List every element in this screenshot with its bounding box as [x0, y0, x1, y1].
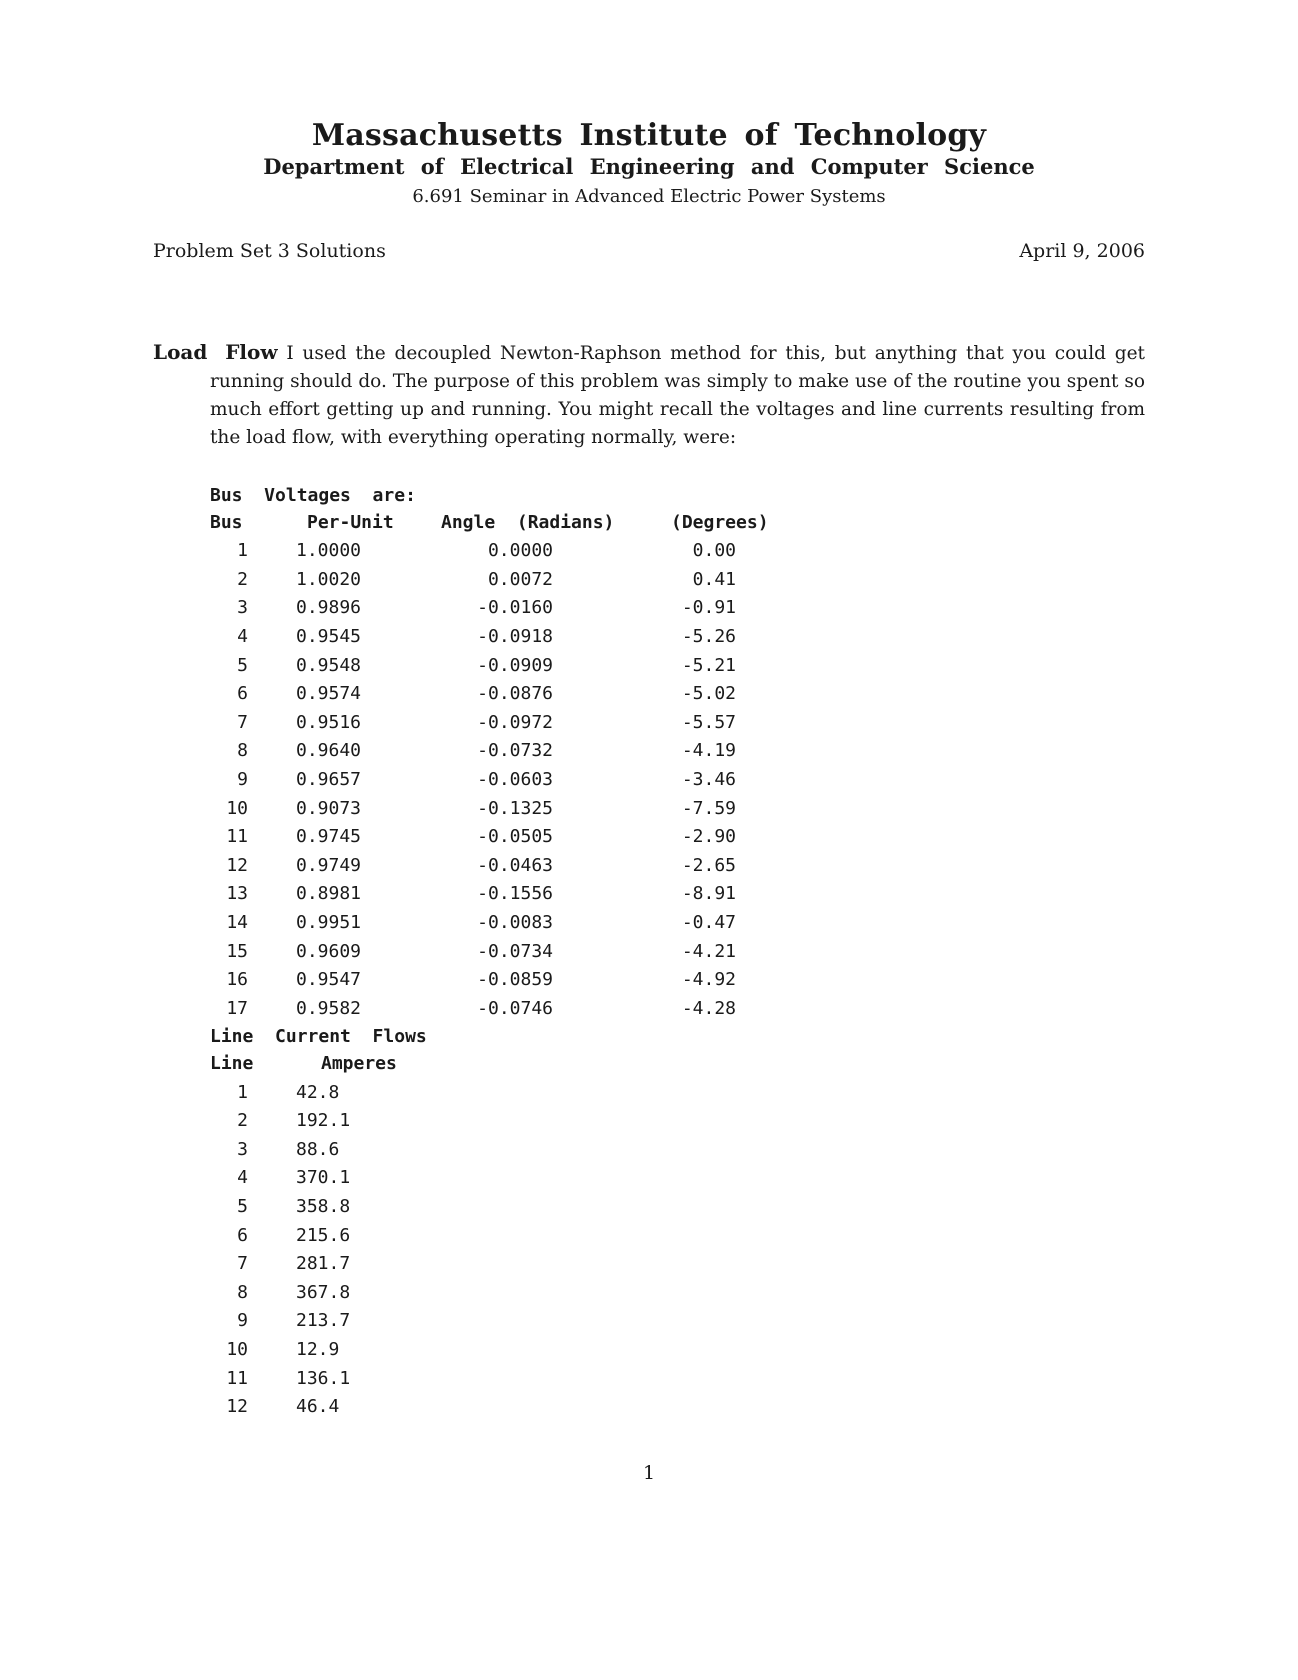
bus-number: 7: [237, 711, 248, 733]
table-row: [0, 852, 1298, 880]
bus-angle-radians: -0.0909: [477, 654, 553, 676]
bus-per-unit: 0.9745: [296, 826, 362, 848]
bus-per-unit: 1.0000: [296, 540, 362, 562]
line-number: 4: [237, 1167, 248, 1189]
table-row: [0, 1164, 1298, 1192]
bus-angle-degrees: -5.57: [681, 711, 736, 733]
table-row: [0, 537, 1298, 565]
load-flow-paragraph: [153, 338, 1145, 452]
bus-angle-radians: -0.0859: [477, 969, 553, 991]
line-number: 3: [237, 1138, 248, 1160]
table-row: [0, 880, 1298, 908]
bus-angle-radians: -0.0083: [477, 912, 553, 933]
line-number: 11: [226, 1367, 248, 1389]
bus-angle-radians: -0.0463: [477, 854, 553, 876]
bus-angle-radians: -0.0603: [477, 769, 553, 790]
bus-number: 5: [237, 654, 248, 676]
bus-angle-degrees: -4.21: [681, 940, 736, 962]
bus-per-unit: 0.9548: [296, 654, 362, 676]
table-row: [0, 995, 1298, 1023]
table-row: [0, 795, 1298, 823]
bus-per-unit: 0.9951: [296, 912, 362, 933]
bus-per-unit: 0.9545: [296, 626, 362, 647]
page-number: 1: [642, 1462, 656, 1484]
line-amperes: 370.1: [296, 1167, 351, 1189]
line-number: 5: [237, 1196, 248, 1217]
line-amperes: 136.1: [296, 1367, 351, 1389]
bus-table-title-row: [0, 482, 1298, 510]
bus-angle-radians: -0.1325: [477, 797, 553, 819]
bus-per-unit: 0.9749: [296, 854, 362, 876]
table-row: [0, 623, 1298, 651]
table-row: [0, 766, 1298, 794]
line-header-amperes: Amperes: [321, 1053, 397, 1074]
line-amperes: 42.8: [296, 1081, 340, 1103]
bus-header-per-unit: Per-Unit: [307, 511, 394, 533]
bus-per-unit: 1.0020: [296, 568, 362, 590]
table-row: [0, 1136, 1298, 1164]
line-amperes: 213.7: [296, 1310, 351, 1332]
table-row: [0, 737, 1298, 765]
bus-per-unit: 0.9574: [296, 683, 362, 705]
bus-angle-radians: -0.1556: [477, 883, 553, 905]
line-amperes: 88.6: [296, 1138, 340, 1160]
bus-header-angle: Angle (Radians): [441, 511, 615, 533]
bus-angle-radians: -0.0732: [477, 740, 553, 762]
bus-number: 1: [237, 540, 248, 562]
table-row: [0, 1107, 1298, 1135]
bus-number: 11: [226, 826, 248, 848]
bus-angle-radians: -0.0972: [477, 711, 553, 733]
table-row: [0, 1222, 1298, 1250]
bus-angle-radians: 0.0072: [487, 568, 553, 590]
bus-number: 14: [226, 912, 248, 933]
bus-number: 16: [226, 969, 248, 991]
bus-header-bus: Bus: [210, 511, 243, 533]
line-amperes: 46.4: [296, 1396, 340, 1418]
bus-number: 15: [226, 940, 248, 962]
table-row: [0, 966, 1298, 994]
line-number: 1: [237, 1081, 248, 1103]
table-row: [0, 594, 1298, 622]
table-row: [0, 680, 1298, 708]
bus-number: 4: [237, 626, 248, 647]
bus-per-unit: 0.9896: [296, 597, 362, 619]
line-number: 10: [226, 1339, 248, 1360]
bus-per-unit: 0.9073: [296, 797, 362, 819]
bus-table-title: Bus Voltages are:: [210, 485, 416, 506]
line-amperes: 192.1: [296, 1110, 351, 1132]
table-row: [0, 938, 1298, 966]
bus-angle-degrees: -7.59: [681, 797, 736, 819]
line-number: 2: [237, 1110, 248, 1132]
line-amperes: 358.8: [296, 1196, 351, 1217]
line-number: 8: [237, 1281, 248, 1303]
bus-angle-degrees: -5.02: [681, 683, 736, 705]
bus-angle-degrees: -4.92: [681, 969, 736, 991]
bus-number: 3: [237, 597, 248, 619]
line-amperes: 281.7: [296, 1253, 351, 1275]
table-row: [0, 1079, 1298, 1107]
table-row: [0, 1250, 1298, 1278]
bus-number: 6: [237, 683, 248, 705]
bus-angle-degrees: -4.19: [681, 740, 736, 762]
bus-angle-radians: -0.0876: [477, 683, 553, 705]
line-amperes: 367.8: [296, 1281, 351, 1303]
bus-angle-degrees: -4.28: [681, 997, 736, 1019]
table-row: [0, 1279, 1298, 1307]
bus-angle-degrees: -8.91: [681, 883, 736, 905]
table-row: [0, 709, 1298, 737]
section-text: I used the decoupled Newton-Raphson method for this, but anything that you could get running should do. The purpose of this problem was simply to make use of the routine you spent so much effort getting up and running. You might recall the voltages and line currents resulting from the load flow, with everything operating normally, were:: [210, 343, 1145, 448]
section-lead: Load Flow: [153, 340, 278, 364]
line-header-line: Line: [210, 1053, 254, 1074]
bus-angle-degrees: -5.26: [681, 626, 736, 647]
bus-number: 8: [237, 740, 248, 762]
table-row: [0, 909, 1298, 937]
bus-angle-degrees: -3.46: [681, 769, 736, 790]
bus-number: 13: [226, 883, 248, 905]
bus-angle-radians: -0.0734: [477, 940, 553, 962]
bus-angle-degrees: -2.65: [681, 854, 736, 876]
line-amperes: 215.6: [296, 1224, 351, 1246]
bus-number: 12: [226, 854, 248, 876]
line-amperes: 12.9: [296, 1339, 340, 1360]
line-number: 7: [237, 1253, 248, 1275]
institution-title: Massachusetts Institute of Technology: [311, 118, 987, 153]
bus-number: 9: [237, 769, 248, 790]
bus-angle-degrees: 0.41: [692, 568, 736, 590]
document-date: April 9, 2006: [1019, 240, 1145, 262]
bus-per-unit: 0.9582: [296, 997, 362, 1019]
line-number: 9: [237, 1310, 248, 1332]
table-row: [0, 1393, 1298, 1421]
table-row: [0, 652, 1298, 680]
table-row: [0, 566, 1298, 594]
bus-number: 10: [226, 797, 248, 819]
bus-angle-degrees: -0.47: [681, 912, 736, 933]
bus-angle-degrees: -2.90: [681, 826, 736, 848]
department-title: Department of Electrical Engineering and Computer Science: [263, 154, 1035, 179]
bus-number: 2: [237, 568, 248, 590]
table-row: [0, 1193, 1298, 1221]
bus-angle-radians: -0.0918: [477, 626, 553, 647]
bus-angle-degrees: -0.91: [681, 597, 736, 619]
line-table-title: Line Current Flows: [210, 1026, 427, 1048]
bus-per-unit: 0.9547: [296, 969, 362, 991]
bus-angle-radians: -0.0746: [477, 997, 553, 1019]
bus-per-unit: 0.9516: [296, 711, 362, 733]
table-row: [0, 1307, 1298, 1335]
bus-angle-degrees: 0.00: [692, 540, 736, 562]
bus-angle-degrees: -5.21: [681, 654, 736, 676]
bus-angle-radians: -0.0160: [477, 597, 553, 619]
bus-per-unit: 0.8981: [296, 883, 362, 905]
bus-angle-radians: -0.0505: [477, 826, 553, 848]
bus-per-unit: 0.9609: [296, 940, 362, 962]
bus-angle-radians: 0.0000: [487, 540, 553, 562]
line-number: 12: [226, 1396, 248, 1418]
table-row: [0, 823, 1298, 851]
bus-table-header-row: [0, 509, 1298, 537]
line-table-header-row: [0, 1050, 1298, 1078]
course-title: 6.691 Seminar in Advanced Electric Power Systems: [412, 186, 886, 207]
bus-number: 17: [226, 997, 248, 1019]
table-row: [0, 1365, 1298, 1393]
bus-header-degrees: (Degrees): [671, 511, 769, 533]
table-row: [0, 1336, 1298, 1364]
line-table-title-row: [0, 1023, 1298, 1051]
line-number: 6: [237, 1224, 248, 1246]
problem-set-label: Problem Set 3 Solutions: [153, 240, 386, 262]
bus-per-unit: 0.9657: [296, 769, 362, 790]
bus-per-unit: 0.9640: [296, 740, 362, 762]
